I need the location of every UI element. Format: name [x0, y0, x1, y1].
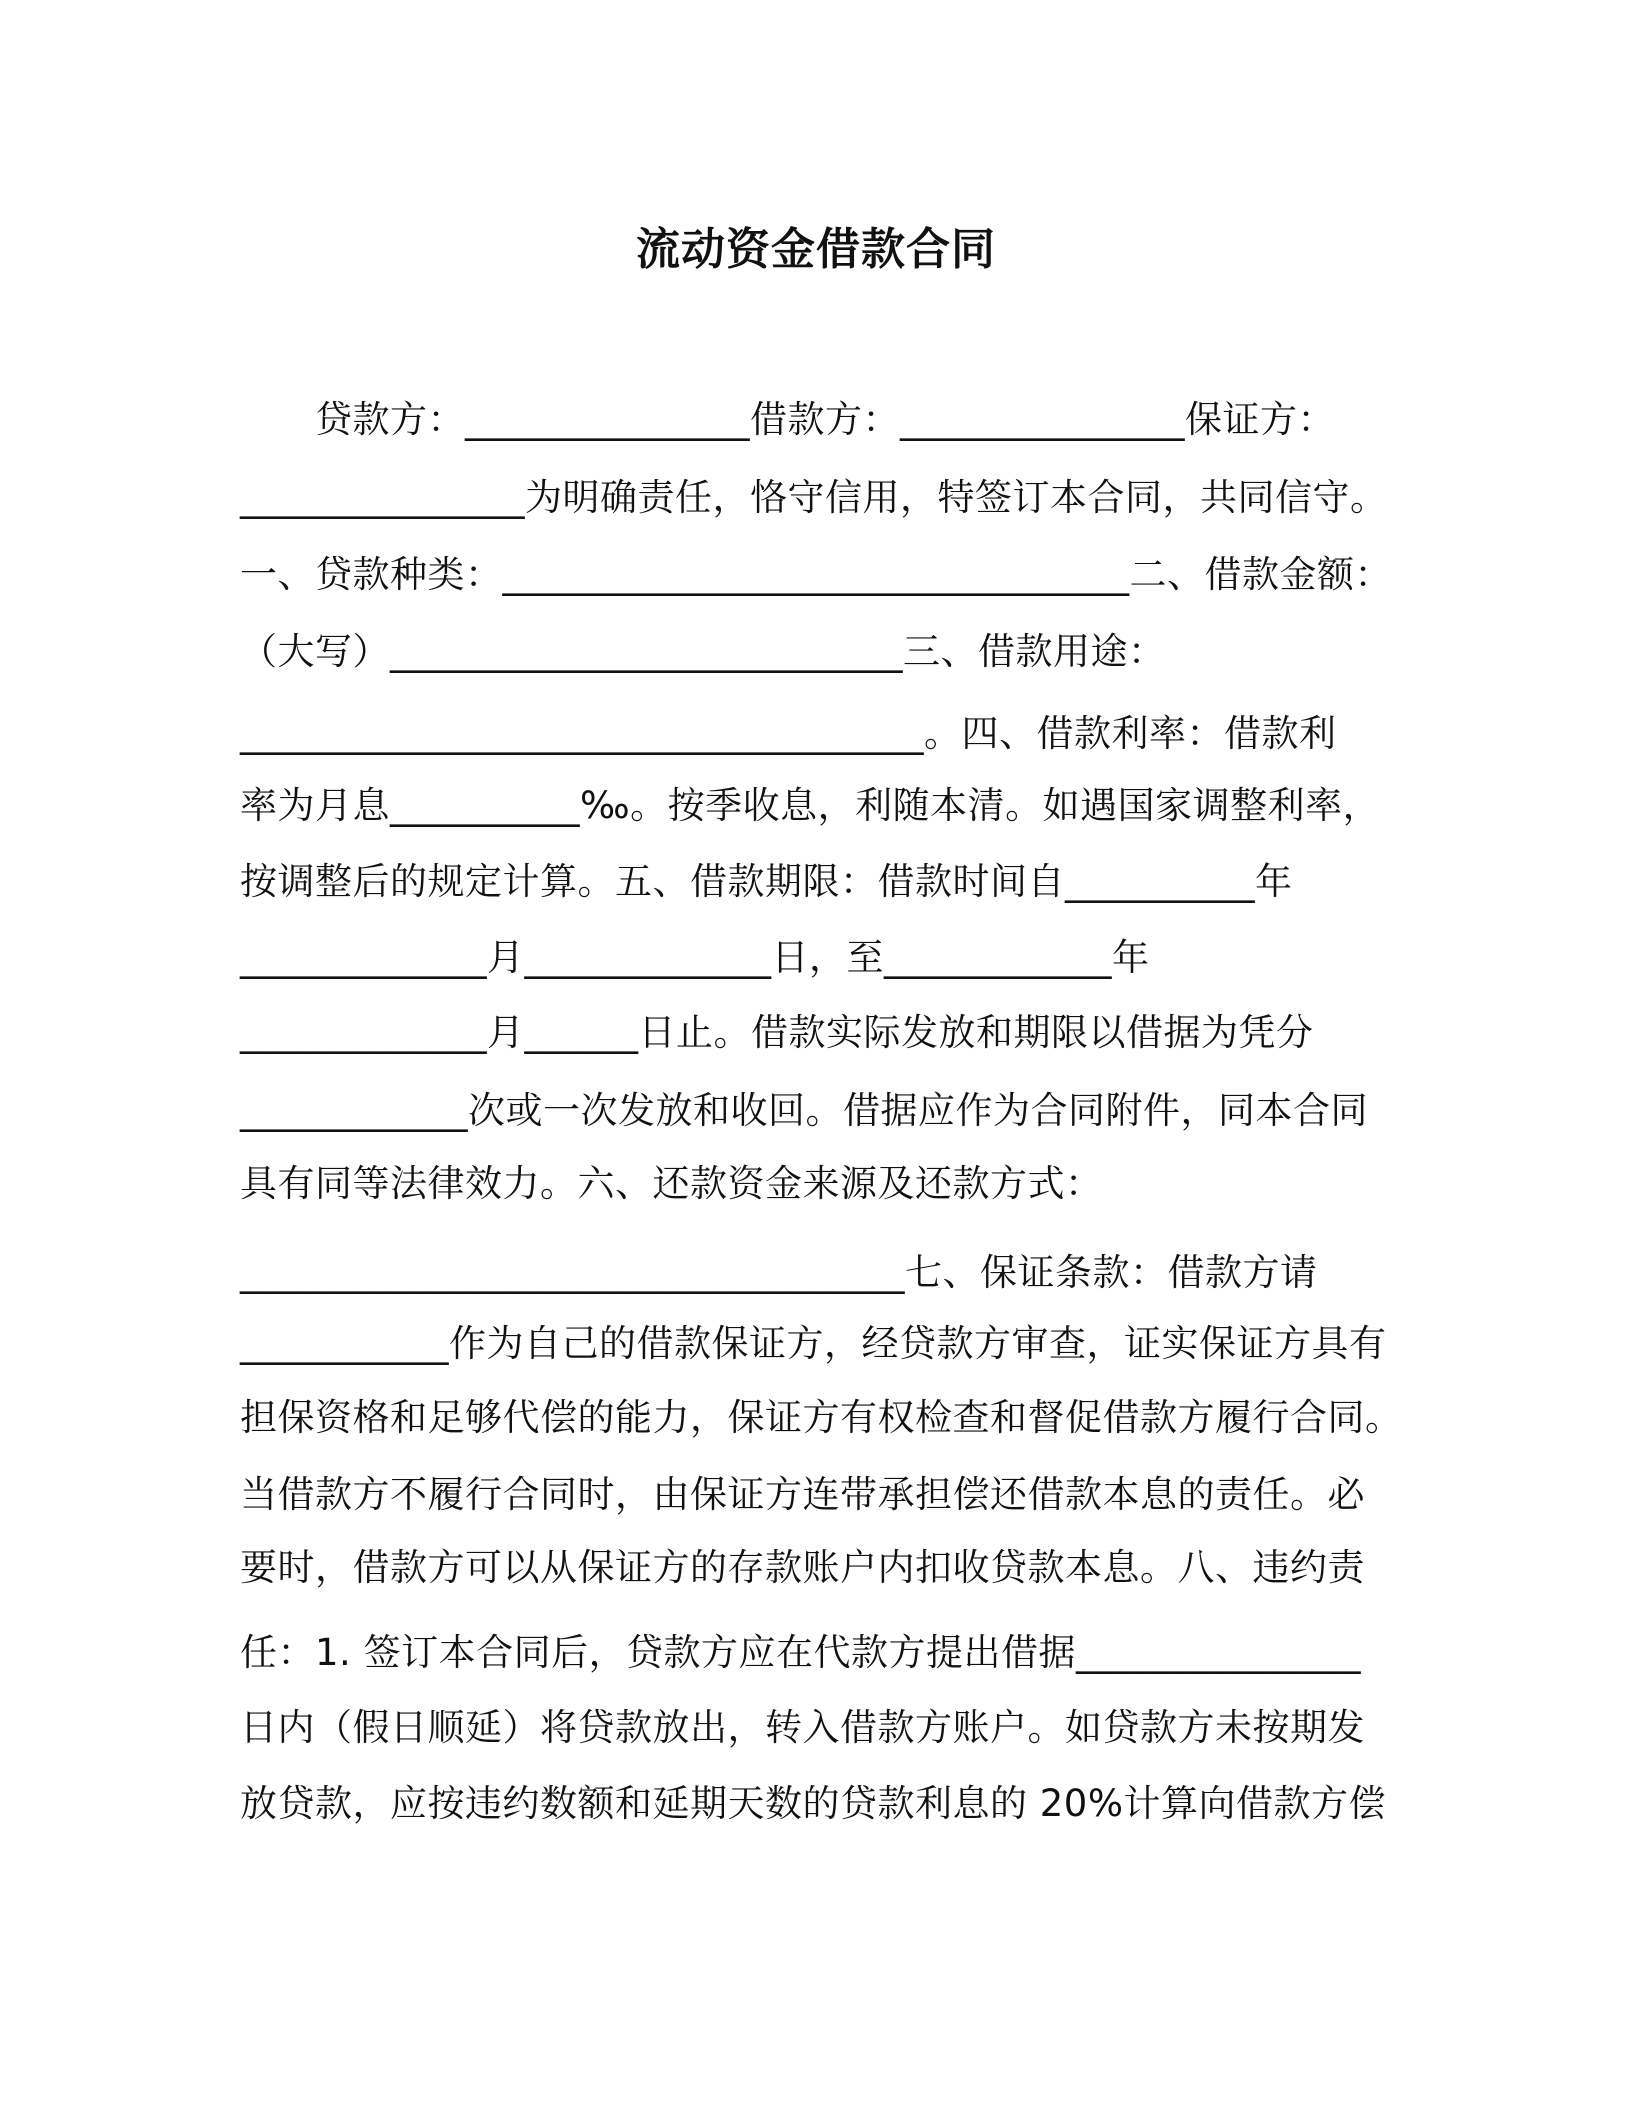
- text-line: 任：1. 签订本合同后，贷款方应在代款方提出借据_______________: [240, 1631, 1362, 1674]
- text-line: 贷款方：_______________借款方：_______________保证方：: [240, 398, 1335, 441]
- text-line: _____________月_____________日，至____________年: [240, 936, 1150, 979]
- text-line: ____________次或一次发放和收回。借据应作为合同附件，同本合同: [240, 1089, 1368, 1132]
- text-line: 放贷款，应按违约数额和延期天数的贷款利息的 20%计算向借款方偿: [240, 1782, 1386, 1825]
- text-line: 一、贷款种类：_________________________________二、借款金额：: [240, 553, 1392, 596]
- text-line: 要时，借款方可以从保证方的存款账户内扣收贷款本息。八、违约责: [240, 1546, 1365, 1589]
- text-line: ____________________________________。四、借款利率：借款利: [240, 712, 1337, 755]
- text-line: 按调整后的规定计算。五、借款期限：借款时间自__________年: [240, 860, 1293, 903]
- text-line: 当借款方不履行合同时，由保证方连带承担偿还借款本息的责任。必: [240, 1473, 1365, 1516]
- text-line: ___________作为自己的借款保证方，经贷款方审查，证实保证方具有: [240, 1322, 1387, 1365]
- document-title: 流动资金借款合同: [636, 224, 996, 275]
- text-line: _______________为明确责任，恪守信用，特签订本合同，共同信守。: [240, 476, 1388, 519]
- text-line: 率为月息__________‰。按季收息，利随本清。如遇国家调整利率，: [240, 784, 1381, 827]
- text-line: ___________________________________七、保证条款：借款方请: [240, 1251, 1318, 1294]
- text-line: （大写）___________________________三、借款用途：: [240, 630, 1166, 673]
- text-line: 担保资格和足够代偿的能力，保证方有权检查和督促借款方履行合同。: [240, 1396, 1403, 1439]
- text-line: 日内（假日顺延）将贷款放出，转入借款方账户。如贷款方未按期发: [240, 1706, 1365, 1749]
- text-line: 具有同等法律效力。六、还款资金来源及还款方式：: [240, 1162, 1103, 1205]
- text-line: _____________月______日止。借款实际发放和期限以借据为凭分: [240, 1011, 1314, 1054]
